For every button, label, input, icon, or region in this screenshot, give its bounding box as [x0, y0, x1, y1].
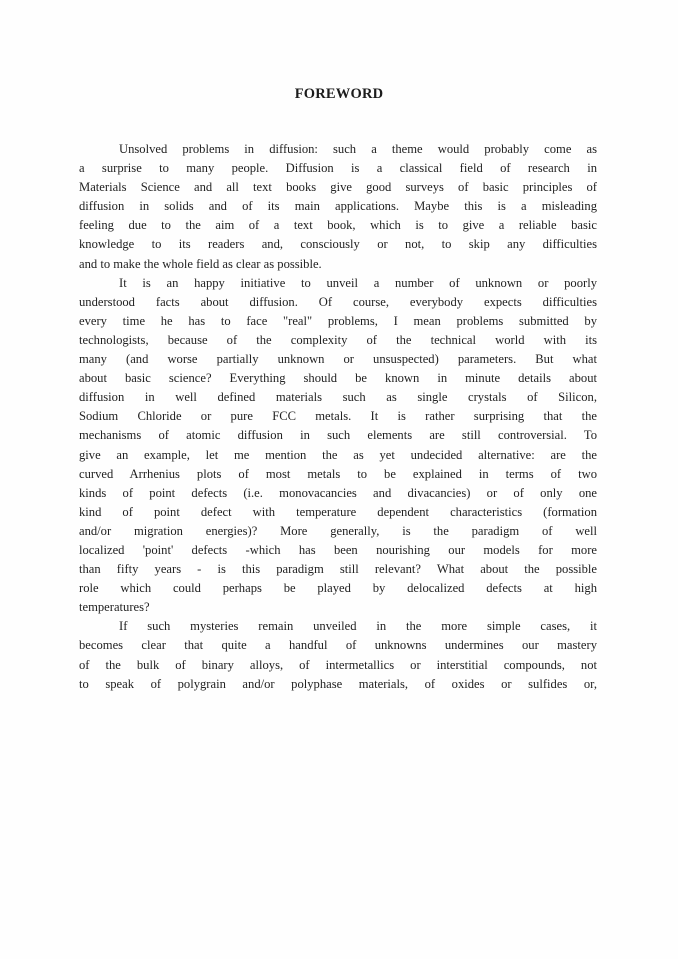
- text-line: If such mysteries remain unveiled in the more simple cases, it: [119, 619, 597, 634]
- text-line: and/or migration energies)? More generally, is the paradigm of well: [79, 523, 597, 538]
- page-title: FOREWORD: [294, 86, 384, 102]
- text-line: many (and worse partially unknown or unsuspected) parameters. But what: [79, 352, 597, 367]
- text-line: about basic science? Everything should be known in minute details about: [79, 371, 597, 386]
- text-line: diffusion in well defined materials such as single crystals of Silicon,: [79, 390, 597, 405]
- text-line: to speak of polygrain and/or polyphase materials, of oxides or sulfides or,: [79, 676, 597, 691]
- text-line: than fifty years - is this paradigm still relevant? What about the possible: [79, 562, 597, 577]
- text-line: feeling due to the aim of a text book, which is to give a reliable basic: [79, 218, 597, 233]
- text-line: becomes clear that quite a handful of unknowns undermines our mastery: [79, 638, 597, 653]
- text-line: curved Arrhenius plots of most metals to be explained in terms of two: [79, 466, 597, 481]
- text-line: Sodium Chloride or pure FCC metals. It is rather surprising that the: [79, 409, 597, 424]
- text-line: technologists, because of the complexity of the technical world with its: [79, 332, 597, 347]
- text-line: knowledge to its readers and, consciously or not, to skip any difficulties: [79, 237, 597, 252]
- text-line: every time he has to face "real" problems, I mean problems submitted by: [79, 313, 597, 328]
- text-line: kind of point defect with temperature dependent characteristics (formation: [79, 504, 597, 519]
- text-line: localized 'point' defects -which has been nourishing our models for more: [79, 542, 597, 557]
- foreword-body: [79, 140, 597, 694]
- text-line: It is an happy initiative to unveil a number of unknown or poorly: [119, 275, 597, 290]
- text-line: mechanisms of atomic diffusion in such elements are still controversial. To: [79, 428, 597, 443]
- text-line: a surprise to many people. Diffusion is a classical field of research in: [79, 161, 597, 176]
- text-line: diffusion in solids and of its main applications. Maybe this is a misleading: [79, 199, 597, 214]
- text-line: of the bulk of binary alloys, of intermetallics or interstitial compounds, not: [79, 657, 597, 672]
- text-line: understood facts about diffusion. Of course, everybody expects difficulties: [79, 294, 597, 309]
- text-line: Materials Science and all text books give good surveys of basic principles of: [79, 180, 597, 195]
- text-line: and to make the whole field as clear as possible.: [79, 256, 322, 271]
- text-line: Unsolved problems in diffusion: such a theme would probably come as: [119, 142, 597, 156]
- text-line: temperatures?: [79, 600, 150, 615]
- text-line: role which could perhaps be played by delocalized defects at high: [79, 581, 597, 596]
- text-line: kinds of point defects (i.e. monovacancies and divacancies) or of only one: [79, 485, 597, 500]
- text-line: give an example, let me mention the as yet undecided alternative: are the: [79, 447, 597, 462]
